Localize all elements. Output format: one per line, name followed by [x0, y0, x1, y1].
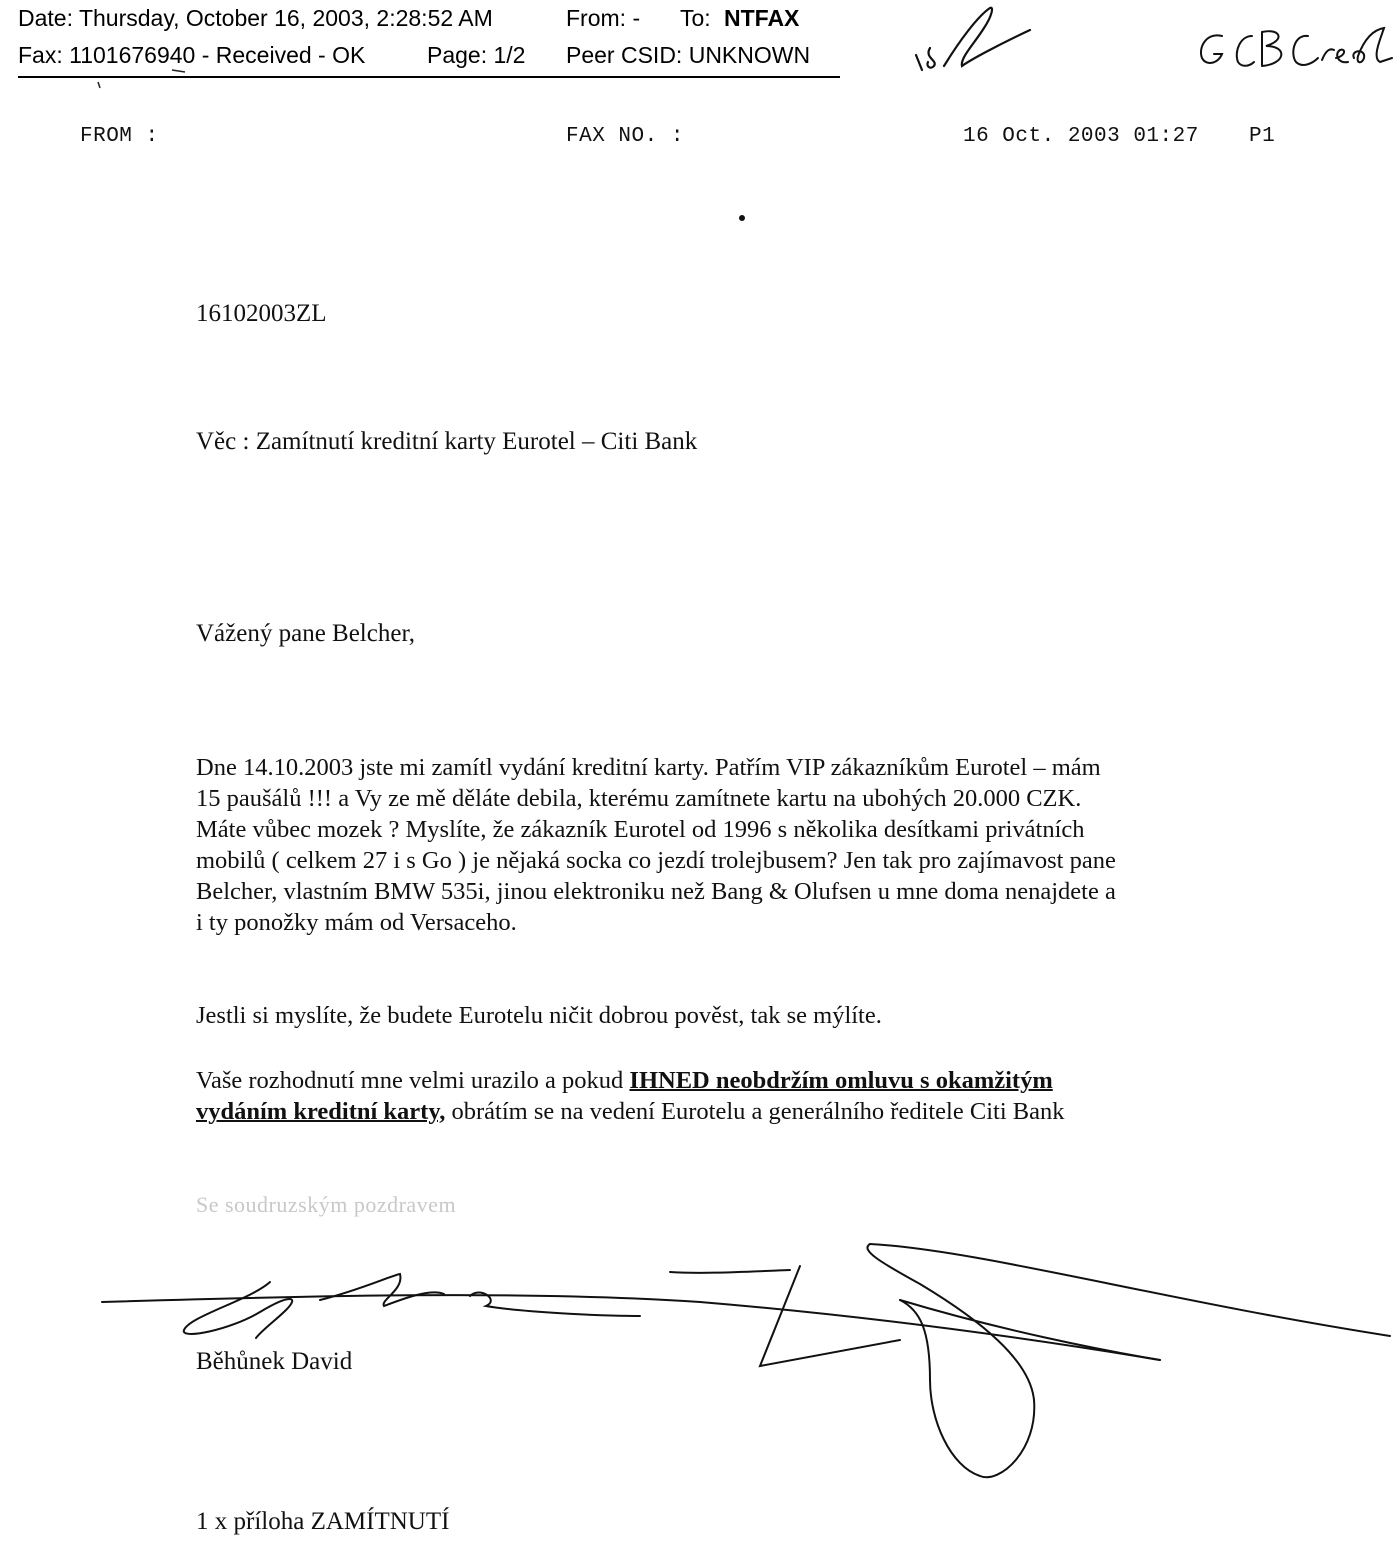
paragraph-3-text: Vaše rozhodnutí mne velmi urazilo a pokud	[196, 1067, 630, 1094]
fax-page: Page: 1/2	[427, 42, 526, 68]
transmission-fax-no: FAX NO. :	[566, 125, 684, 148]
fax-date: Date: Thursday, October 16, 2003, 2:28:52 AM	[18, 5, 493, 31]
paragraph-1-line: mobilů ( celkem 27 i s Go ) je nějaká socka co jezdí trolejbusem? Jen tak pro zajímavost pane	[196, 847, 1116, 874]
paragraph-3-emphasis: IHNED neobdržím omluvu s okamžitým	[629, 1067, 1053, 1094]
transmission-datetime: 16 Oct. 2003 01:27	[963, 125, 1199, 148]
paragraph-1-line: 15 paušálů !!! a Vy ze mě děláte debila, kterému zamítnete kartu na ubohých 20.000 CZK.	[196, 785, 1082, 812]
transmission-page: P1	[1249, 125, 1276, 148]
paragraph-1-line: i ty ponožky mám od Versaceho.	[196, 909, 517, 936]
letter-paragraph-1	[196, 752, 1116, 938]
paragraph-3-text: obrátím se na vedení Eurotelu a generálního ředitele Citi Bank	[445, 1098, 1065, 1125]
fax-to-label: To:	[680, 5, 711, 31]
handwritten-initials	[916, 8, 1030, 70]
fax-header	[18, 0, 918, 80]
paragraph-1-line: Máte vůbec mozek ? Myslíte, že zákazník Eurotel od 1996 s několika desítkami privátních	[196, 816, 1085, 843]
attachment-note: 1 x příloha ZAMÍTNUTÍ	[196, 1508, 450, 1535]
letter-paragraph-3	[196, 1065, 1064, 1127]
fax-to-value: NTFAX	[724, 5, 800, 31]
header-rule	[18, 76, 840, 78]
fax-from: From: -	[566, 5, 641, 31]
letter-reference: 16102003ZL	[196, 300, 327, 327]
handwritten-corner-note	[1201, 28, 1392, 66]
scan-artifact	[739, 215, 745, 221]
letter-paragraph-2: Jestli si myslíte, že budete Eurotelu ničit dobrou pověst, tak se mýlíte.	[196, 1002, 882, 1029]
fax-number: Fax: 1101676940 - Received - OK	[18, 42, 366, 68]
paragraph-1-line: Belcher, vlastním BMW 535i, jinou elektroniku než Bang & Olufsen u mne doma nenajdete a	[196, 878, 1116, 905]
fax-peer-csid: Peer CSID: UNKNOWN	[566, 42, 811, 68]
transmission-from: FROM :	[80, 125, 159, 148]
letter-salutation: Vážený pane Belcher,	[196, 620, 416, 647]
letter-closing: Se soudruzským pozdravem	[196, 1192, 457, 1217]
paragraph-3-line-1	[196, 1065, 1064, 1096]
paragraph-3-line-2	[196, 1096, 1064, 1127]
paragraph-3-emphasis: vydáním kreditní karty,	[196, 1098, 446, 1125]
paragraph-1-line: Dne 14.10.2003 jste mi zamítl vydání kreditní karty. Patřím VIP zákazníkům Eurotel – mám	[196, 754, 1101, 781]
letter-subject: Věc : Zamítnutí kreditní karty Eurotel – Citi Bank	[196, 428, 698, 455]
signature-name: Běhůnek David	[196, 1348, 353, 1375]
